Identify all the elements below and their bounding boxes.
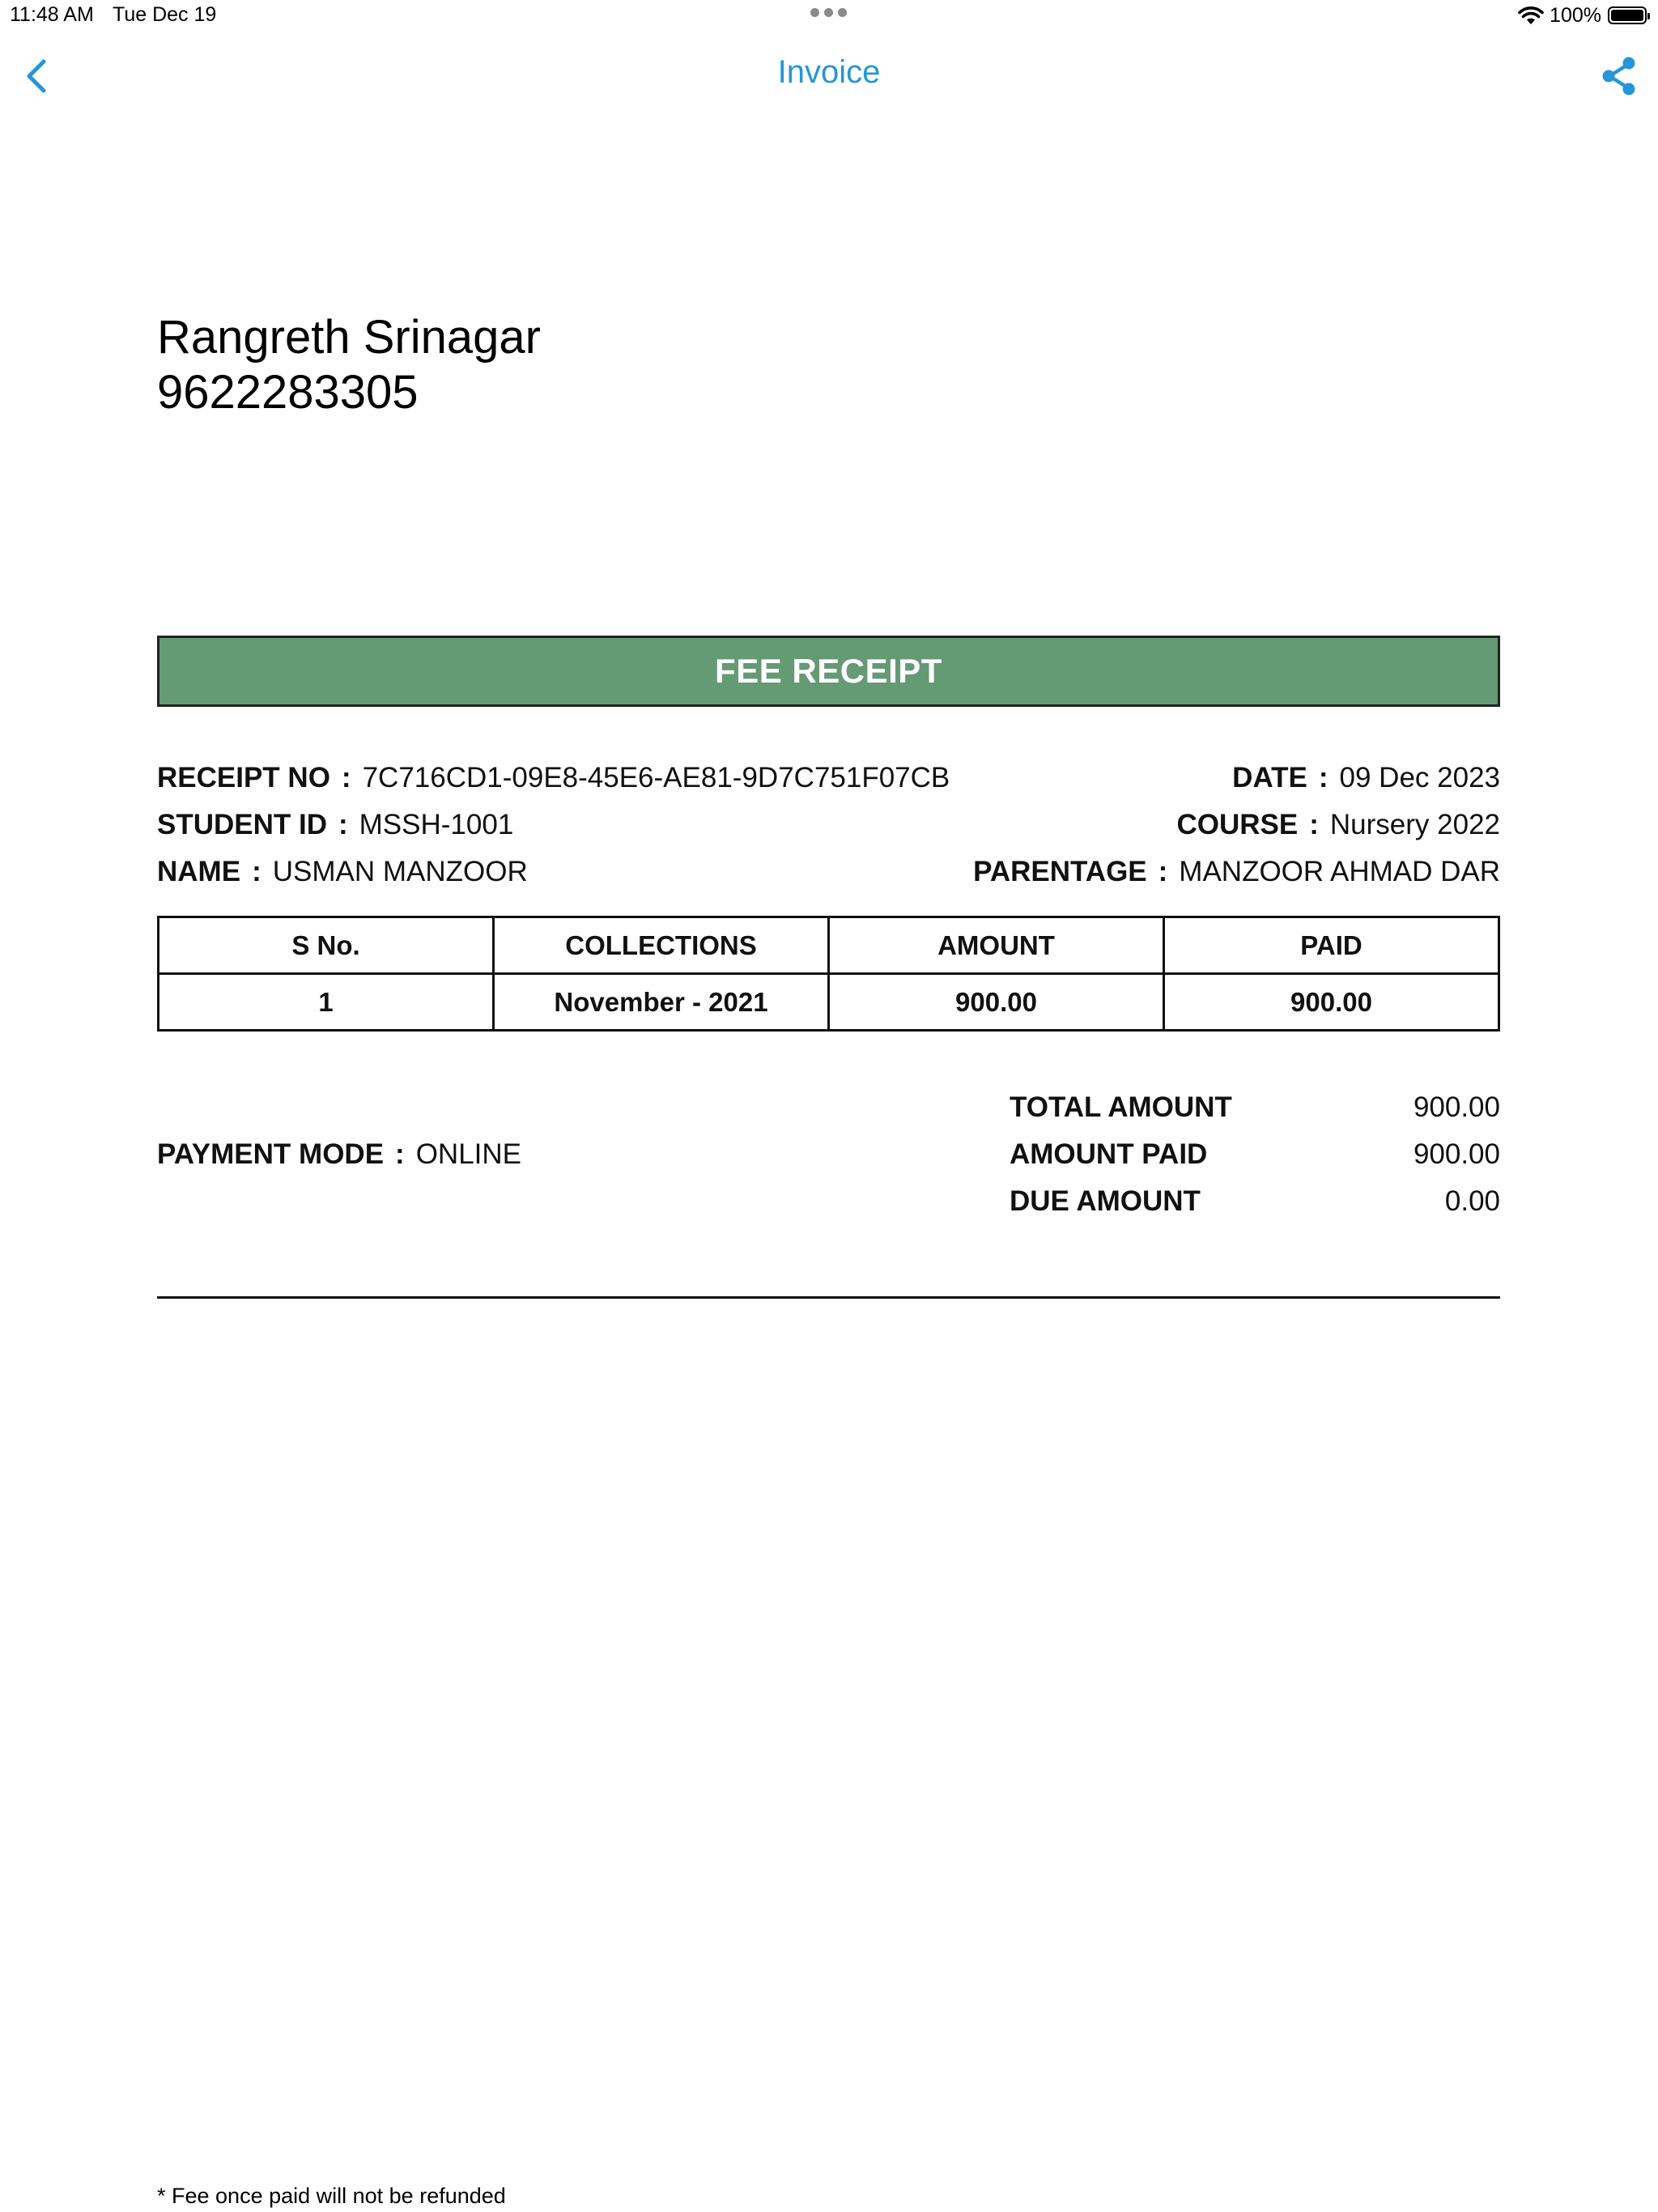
navigation-bar xyxy=(0,32,1658,125)
wifi-icon xyxy=(1517,5,1545,26)
student-id: STUDENT ID : MSSH-1001 xyxy=(157,809,514,840)
status-indicators xyxy=(1517,2,1647,29)
student-name: NAME : USMAN MANZOOR xyxy=(157,856,528,887)
table-header-row xyxy=(159,917,1499,974)
fee-receipt-banner xyxy=(157,636,1500,707)
payment-mode-value: ONLINE xyxy=(415,1138,522,1170)
organization-phone: 9622283305 xyxy=(157,366,419,419)
banner-title: FEE RECEIPT xyxy=(715,652,942,690)
date-value: 09 Dec 2023 xyxy=(1339,762,1500,793)
share-button[interactable] xyxy=(1596,53,1642,99)
name-value: USMAN MANZOOR xyxy=(272,856,528,887)
receipt-no-value: 7C716CD1-09E8-45E6-AE81-9D7C751F07CB xyxy=(362,762,950,793)
receipt-no: RECEIPT NO : 7C716CD1-09E8-45E6-AE81-9D7C751F07CB xyxy=(157,762,950,793)
amount-paid-label: AMOUNT PAID xyxy=(1010,1138,1208,1170)
receipt-date: DATE : 09 Dec 2023 xyxy=(1232,762,1500,793)
payment-mode: PAYMENT MODE : ONLINE xyxy=(157,1138,522,1170)
cell-collection: November - 2021 xyxy=(494,974,829,1031)
cell-amount: 900.00 xyxy=(829,974,1164,1031)
organization-name: Rangreth Srinagar xyxy=(157,311,541,364)
course-label: COURSE xyxy=(1176,809,1299,840)
status-bar xyxy=(0,0,1658,32)
amount-paid-value: 900.00 xyxy=(1413,1138,1500,1170)
cell-paid: 900.00 xyxy=(1164,974,1499,1031)
column-header-sno: S No. xyxy=(159,917,494,974)
column-header-paid: PAID xyxy=(1164,917,1499,974)
info-row-name xyxy=(157,856,1500,891)
date-label: DATE xyxy=(1232,762,1307,793)
refund-policy-note: * Fee once paid will not be refunded xyxy=(157,2184,506,2208)
receipt-no-label: RECEIPT NO xyxy=(157,762,330,793)
parentage-label: PARENTAGE xyxy=(973,856,1147,887)
course-value: Nursery 2022 xyxy=(1329,809,1500,840)
table-row xyxy=(159,974,1499,1031)
payment-mode-label: PAYMENT MODE xyxy=(157,1138,385,1170)
info-row-receipt xyxy=(157,762,1500,798)
column-header-amount: AMOUNT xyxy=(829,917,1164,974)
status-date: Tue Dec 19 xyxy=(113,3,217,26)
due-amount-value: 0.00 xyxy=(1444,1185,1500,1217)
total-amount-value: 900.00 xyxy=(1413,1091,1500,1123)
total-amount-label: TOTAL AMOUNT xyxy=(1010,1091,1232,1123)
fee-table xyxy=(157,916,1500,1032)
battery-percent: 100% xyxy=(1550,3,1601,27)
status-time: 11:48 AM xyxy=(10,3,94,26)
info-row-student xyxy=(157,809,1500,844)
name-label: NAME xyxy=(157,856,241,887)
battery-icon xyxy=(1608,6,1647,24)
course: COURSE : Nursery 2022 xyxy=(1176,809,1500,840)
student-id-label: STUDENT ID xyxy=(157,809,327,840)
column-header-collections: COLLECTIONS xyxy=(494,917,829,974)
multitasking-dots-icon[interactable] xyxy=(810,8,848,19)
due-amount-label: DUE AMOUNT xyxy=(1010,1185,1201,1217)
page-title: Invoice xyxy=(777,54,881,90)
student-id-value: MSSH-1001 xyxy=(359,809,514,840)
parentage-value: MANZOOR AHMAD DAR xyxy=(1179,856,1500,887)
divider xyxy=(157,1296,1500,1299)
parentage: PARENTAGE : MANZOOR AHMAD DAR xyxy=(973,856,1500,887)
cell-sno: 1 xyxy=(159,974,494,1031)
share-icon xyxy=(1596,53,1642,99)
